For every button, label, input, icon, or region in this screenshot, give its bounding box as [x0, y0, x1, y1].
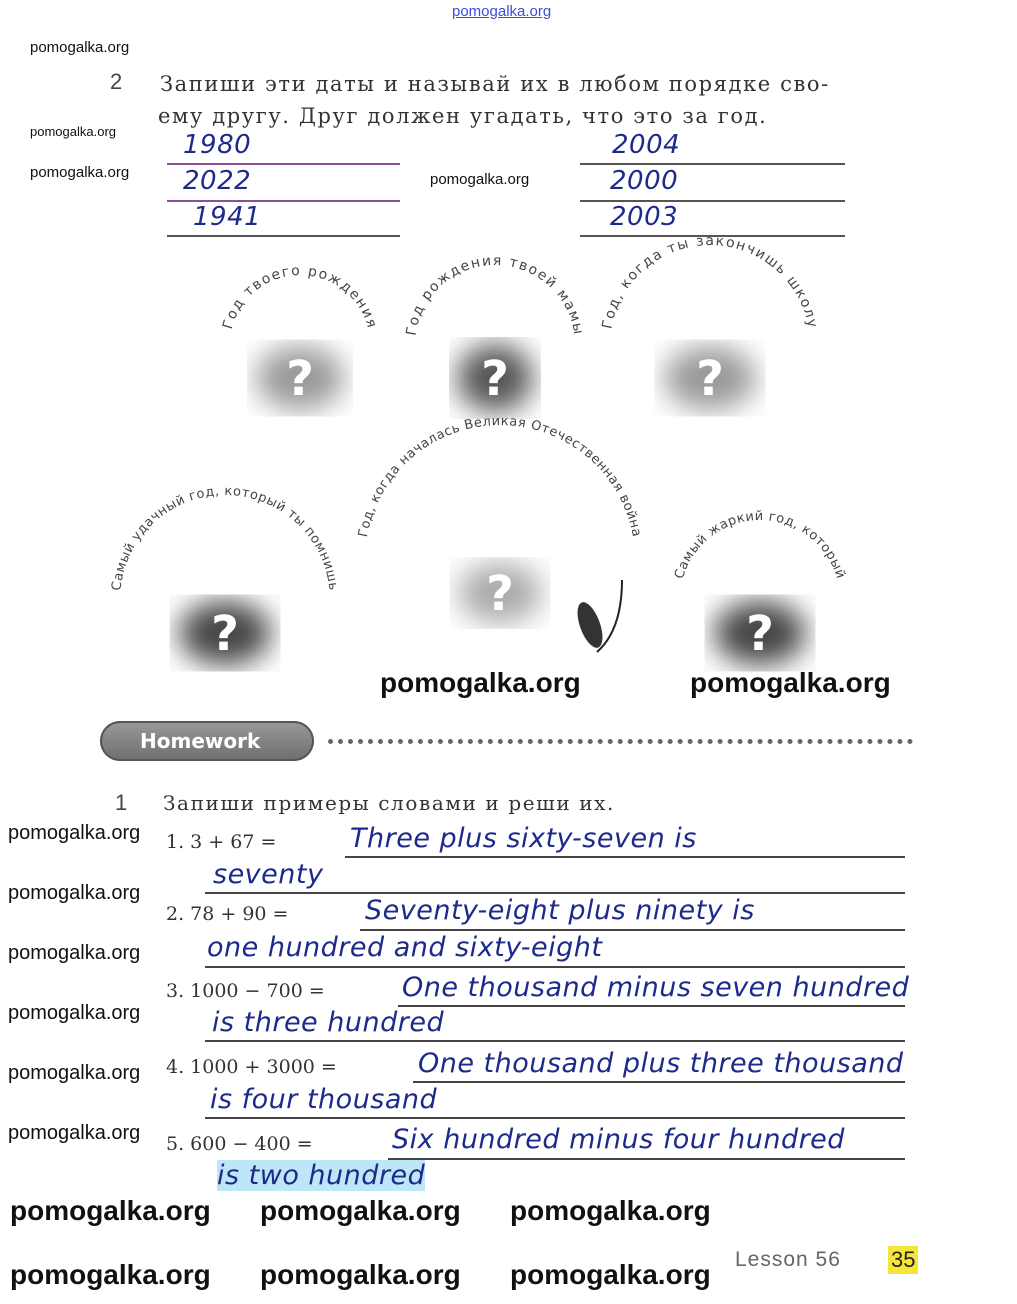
lesson-label: Lesson 56 [735, 1248, 841, 1271]
svg-text:Самый жаркий год, который [672, 509, 848, 581]
answer-line1: Seventy-eight plus ninety is [365, 895, 755, 926]
date-entry: 2000 [610, 166, 679, 196]
circle-luckiest-year [109, 484, 340, 665]
writing-line [205, 892, 905, 894]
question-mark-icon: ? [696, 351, 724, 407]
writing-line [345, 856, 905, 858]
watermark: pomogalka.org [260, 1259, 461, 1290]
writing-line [360, 929, 905, 931]
dotted-divider [328, 739, 913, 744]
circle-label: Год твоего рождения [219, 262, 381, 331]
question-mark-icon: ? [746, 606, 774, 662]
homework-badge: Homework [100, 721, 314, 761]
circle-label: Год, когда ты закончишь школу [599, 233, 821, 331]
circle-label: Самый жаркий год, который [672, 508, 848, 581]
leaf-icon [572, 580, 622, 652]
date-entry: 1980 [183, 130, 252, 160]
watermark: pomogalka.org [30, 124, 116, 139]
question-mark-icon: ? [211, 606, 239, 662]
question-mark-icon: ? [486, 566, 514, 622]
task-2-number: 2 [110, 69, 123, 94]
expression: 2. 78 + 90 = [166, 903, 289, 925]
writing-line [205, 1117, 905, 1119]
circle-hottest-year [672, 509, 848, 665]
answer-line1: Three plus sixty-seven is [350, 823, 697, 854]
answer-line2: is three hundred [212, 1007, 445, 1038]
answer-line2: one hundred and sixty-eight [207, 932, 603, 963]
watermark: pomogalka.org [8, 1062, 141, 1084]
date-entry: 2004 [612, 130, 681, 160]
watermark: pomogalka.org [430, 171, 530, 188]
watermark: pomogalka.org [260, 1195, 461, 1226]
answer-line2: is four thousand [210, 1084, 438, 1115]
watermark: pomogalka.org [30, 164, 130, 181]
svg-text:Год рождения твоей мамы [404, 253, 587, 337]
watermark: pomogalka.org [510, 1259, 711, 1290]
top-watermark-link[interactable]: pomogalka.org [452, 3, 552, 20]
watermark: pomogalka.org [10, 1195, 211, 1226]
expression: 5. 600 − 400 = [166, 1133, 313, 1155]
date-entry: 2022 [183, 166, 252, 196]
homework-instruction: Запиши примеры словами и реши их. [163, 791, 616, 815]
answer-line2: seventy [213, 859, 324, 890]
expression: 3. 1000 − 700 = [166, 980, 325, 1002]
question-mark-icon: ? [286, 351, 314, 407]
circle-your-birth-year [220, 263, 380, 410]
writing-line [398, 1005, 905, 1007]
answer-line1: One thousand minus seven hundred [402, 972, 910, 1003]
circle-label: Год рождения твоей мамы [403, 252, 587, 337]
writing-line [205, 966, 905, 968]
svg-text:Год, когда ты закончишь школу [599, 233, 820, 330]
writing-line [388, 1158, 905, 1160]
svg-text:Год, когда началась Великая От [356, 414, 644, 538]
answer-line2: is two hundred [217, 1160, 426, 1191]
watermark: pomogalka.org [8, 1002, 141, 1024]
watermark: pomogalka.org [8, 942, 141, 964]
watermark: pomogalka.org [10, 1259, 211, 1290]
page-number: 35 [888, 1246, 918, 1274]
watermark: pomogalka.org [8, 1122, 141, 1144]
circle-mother-birth-year [404, 253, 587, 412]
writing-line [413, 1081, 905, 1083]
task-2-text-line2: ему другу. Друг должен угадать, что это за год. [158, 104, 768, 128]
expression: 4. 1000 + 3000 = [166, 1056, 337, 1078]
watermark: pomogalka.org [30, 39, 130, 56]
watermark: pomogalka.org [510, 1195, 711, 1226]
watermark: pomogalka.org [380, 667, 581, 698]
circle-war-start-year [356, 414, 644, 623]
date-entry: 2003 [610, 202, 679, 232]
watermark: pomogalka.org [8, 822, 141, 844]
homework-task-number: 1 [115, 790, 128, 815]
date-entry: 1941 [193, 202, 262, 232]
circle-school-graduation-year [599, 233, 820, 410]
expression: 1. 3 + 67 = [166, 831, 277, 853]
answer-line1: Six hundred minus four hundred [392, 1124, 845, 1155]
writing-line [205, 1040, 905, 1042]
answer-line1: One thousand plus three thousand [418, 1048, 904, 1079]
watermark: pomogalka.org [8, 882, 141, 904]
watermark: pomogalka.org [690, 667, 891, 698]
circle-label: Год, когда началась Великая Отечественная война [356, 413, 644, 539]
circle-label: Самый удачный год, который ты помнишь [109, 483, 341, 592]
question-mark-icon: ? [481, 351, 509, 407]
task-2-text-line1: Запиши эти даты и называй их в любом порядке сво- [160, 72, 830, 96]
svg-text:Самый удачный год, который ты [109, 484, 340, 592]
svg-text:Год твоего рождения [220, 263, 380, 331]
